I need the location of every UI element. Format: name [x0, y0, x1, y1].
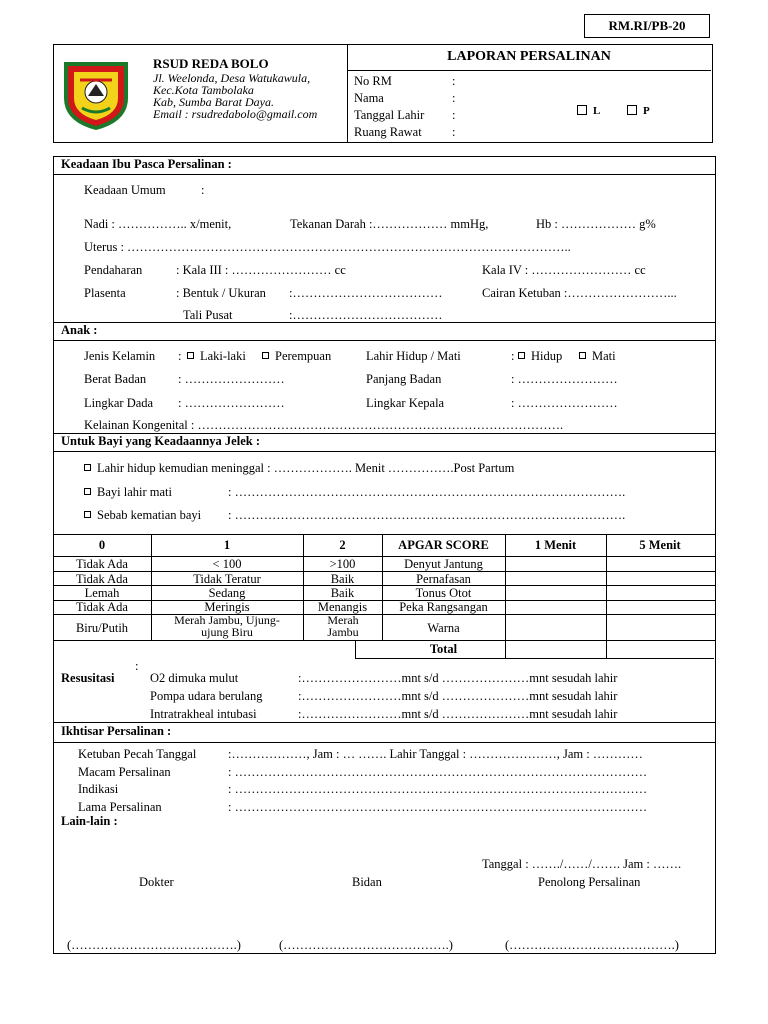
- field-sep[interactable]: :: [452, 91, 456, 105]
- resusitasi-label: Resusitasi: [61, 671, 115, 685]
- apgar-cell: Tidak Ada: [76, 600, 128, 614]
- kala4-field[interactable]: Kala IV : …………………… cc: [482, 263, 646, 277]
- mati-label: Mati: [592, 349, 616, 363]
- macam-persalinan-field[interactable]: : ………………………………………………………………………………………: [228, 765, 648, 779]
- penolong-signature-line[interactable]: (………………………………….): [505, 938, 679, 952]
- apgar-cell: < 100: [212, 557, 242, 571]
- sebab-kematian-field[interactable]: : ………………………………………………………………………………….: [228, 508, 626, 522]
- hospital-address-line: Jl. Weelonda, Desa Watukawula,: [153, 71, 311, 85]
- bentuk-field[interactable]: :………………………………: [289, 286, 443, 300]
- divider: [53, 742, 715, 743]
- lahir-hidup-meninggal-label: Lahir hidup kemudian meninggal : ………………. Menit …………….Post Partum: [97, 461, 515, 475]
- laki-label: Laki-laki: [200, 349, 246, 363]
- gender-l-checkbox[interactable]: [577, 105, 587, 115]
- jk-sep: :: [178, 349, 182, 363]
- panjang-badan-field[interactable]: : ……………………: [511, 372, 618, 386]
- apgar-cell: Tidak Teratur: [193, 572, 261, 586]
- lama-persalinan-field[interactable]: : ………………………………………………………………………………………: [228, 800, 648, 814]
- apgar-cell: Lemah: [84, 586, 120, 600]
- laki-option[interactable]: [187, 349, 246, 364]
- apgar-header: 1: [223, 538, 231, 552]
- hb-field[interactable]: Hb : ……………… g%: [536, 217, 656, 231]
- macam-persalinan-label: Macam Persalinan: [78, 765, 171, 779]
- resusitasi-field[interactable]: :……………………mnt s/d …………………mnt sesudah lahir: [298, 671, 618, 685]
- section-heading-ibu: Keadaan Ibu Pasca Persalinan :: [61, 157, 232, 171]
- title-divider: [347, 70, 711, 71]
- table-col: [355, 640, 356, 658]
- sebab-kematian-option[interactable]: [84, 508, 201, 523]
- apgar-cell: Warna: [427, 621, 460, 635]
- hospital-address-line: Kec.Kota Tambolaka: [153, 83, 254, 97]
- indikasi-field[interactable]: : ………………………………………………………………………………………: [228, 782, 648, 796]
- bayi-lahir-mati-label: Bayi lahir mati: [97, 485, 172, 499]
- divider: [53, 340, 715, 341]
- field-label-tanggal-lahir: Tanggal Lahir: [354, 108, 425, 122]
- plasenta-label: Plasenta: [84, 286, 126, 300]
- apgar-cell: Denyut Jantung: [404, 557, 483, 571]
- pendaharan-label: Pendaharan: [84, 263, 143, 277]
- field-sep[interactable]: :: [452, 108, 456, 122]
- lingkar-kepala-field[interactable]: : ……………………: [511, 396, 618, 410]
- lingkar-dada-field[interactable]: : ……………………: [178, 396, 285, 410]
- lahir-hidup-label: Lahir Hidup / Mati: [366, 349, 461, 363]
- apgar-cell: Menangis: [317, 600, 368, 614]
- sebab-kematian-label: Sebab kematian bayi: [97, 508, 202, 522]
- lingkar-dada-label: Lingkar Dada: [84, 396, 154, 410]
- resusitasi-sep: :: [135, 659, 139, 673]
- mati-option[interactable]: [579, 349, 616, 364]
- apgar-cell: Merah Jambu: [327, 613, 359, 639]
- mati-checkbox[interactable]: [579, 352, 586, 359]
- section-heading-bayi-jelek: Untuk Bayi yang Keadaannya Jelek :: [61, 434, 260, 448]
- apgar-score-5-menit[interactable]: [607, 557, 713, 657]
- lama-persalinan-label: Lama Persalinan: [78, 800, 162, 814]
- bayi-lahir-mati-option[interactable]: [84, 485, 172, 500]
- bayi-lahir-mati-field[interactable]: : ………………………………………………………………………………….: [228, 485, 626, 499]
- divider: [53, 451, 715, 452]
- hidup-option[interactable]: [518, 349, 562, 364]
- hospital-email: Email : rsudredabolo@gmail.com: [153, 107, 318, 121]
- hospital-name: RSUD REDA BOLO: [153, 56, 269, 71]
- resusitasi-field[interactable]: :……………………mnt s/d …………………mnt sesudah lahir: [298, 689, 618, 703]
- tali-pusat-label: Tali Pusat: [183, 308, 233, 322]
- hidup-label: Hidup: [531, 349, 563, 363]
- perempuan-checkbox[interactable]: [262, 352, 269, 359]
- apgar-header: 2: [339, 538, 346, 552]
- field-label-no-rm: No RM: [354, 74, 392, 88]
- apgar-cell: Biru/Putih: [75, 621, 129, 635]
- gender-l-option[interactable]: [577, 105, 600, 117]
- kelainan-kongenital-field[interactable]: Kelainan Kongenital : …………………………………………………………………………….: [84, 418, 564, 432]
- berat-badan-field[interactable]: : ……………………: [178, 372, 285, 386]
- apgar-cell: Meringis: [204, 600, 250, 614]
- bidan-signature-line[interactable]: (………………………………….): [279, 938, 453, 952]
- lahir-hidup-meninggal-option[interactable]: [84, 461, 514, 476]
- ketuban-label: Ketuban Pecah Tanggal: [78, 747, 197, 761]
- divider: [53, 722, 715, 723]
- apgar-cell: >100: [329, 557, 356, 571]
- ketuban-field[interactable]: :………………, Jam : … ……. Lahir Tanggal : …………………, Jam : …………: [228, 747, 643, 761]
- apgar-cell: Baik: [330, 586, 355, 600]
- tali-pusat-field[interactable]: :………………………………: [289, 308, 443, 322]
- lahir-hidup-meninggal-checkbox[interactable]: [84, 464, 91, 471]
- apgar-header: 1 Menit: [534, 538, 577, 552]
- hospital-logo: [60, 58, 132, 130]
- gender-p-option[interactable]: [627, 105, 650, 117]
- apgar-header: 5 Menit: [639, 538, 681, 552]
- bidan-label: Bidan: [352, 875, 382, 889]
- lain-lain-label: Lain-lain :: [61, 814, 118, 828]
- hospital-address-line: Kab, Sumba Barat Daya.: [153, 95, 274, 109]
- section-heading-ikhtisar: Ikhtisar Persalinan :: [61, 724, 172, 738]
- indikasi-label: Indikasi: [78, 782, 119, 796]
- uterus-field[interactable]: Uterus : ……………………………………………………………………………………………..: [84, 240, 571, 254]
- field-sep[interactable]: :: [452, 125, 456, 139]
- form-title: LAPORAN PERSALINAN: [447, 49, 611, 64]
- keadaan-umum-label: Keadaan Umum: [84, 183, 166, 197]
- perempuan-label: Perempuan: [275, 349, 332, 363]
- field-label-nama: Nama: [354, 91, 384, 105]
- lh-sep: :: [511, 349, 515, 363]
- apgar-cell: Baik: [330, 572, 355, 586]
- penolong-label: Penolong Persalinan: [538, 875, 641, 889]
- apgar-cell: Tidak Ada: [76, 557, 128, 571]
- laki-checkbox[interactable]: [187, 352, 194, 359]
- resusitasi-item: O2 dimuka mulut: [150, 671, 239, 685]
- cairan-ketuban-field[interactable]: Cairan Ketuban :……………………...: [482, 286, 677, 300]
- apgar-cell: Tidak Ada: [76, 572, 128, 586]
- bentuk-label: : Bentuk / Ukuran: [176, 286, 266, 300]
- tanggal-jam-field[interactable]: Tanggal : ……./……/……. Jam : …….: [482, 857, 682, 871]
- nadi-field[interactable]: Nadi : …………….. x/menit,: [84, 217, 232, 231]
- perempuan-option[interactable]: [262, 349, 331, 364]
- apgar-cell: Pernafasan: [416, 572, 471, 586]
- apgar-header: 0: [98, 538, 106, 552]
- divider: [53, 174, 715, 175]
- gender-l-label: L: [593, 105, 601, 117]
- field-label-ruang-rawat: Ruang Rawat: [354, 125, 422, 139]
- dokter-label: Dokter: [139, 875, 174, 889]
- apgar-total-label: Total: [429, 642, 458, 656]
- resusitasi-item: Intratrakheal intubasi: [150, 707, 257, 721]
- field-sep[interactable]: :: [452, 74, 456, 88]
- panjang-badan-label: Panjang Badan: [366, 372, 442, 386]
- resusitasi-field[interactable]: :……………………mnt s/d …………………mnt sesudah lahir: [298, 707, 618, 721]
- divider: [53, 322, 715, 323]
- document-code: RM.RI/PB-20: [608, 18, 686, 33]
- sebab-kematian-checkbox[interactable]: [84, 511, 91, 518]
- hidup-checkbox[interactable]: [518, 352, 525, 359]
- bayi-lahir-mati-checkbox[interactable]: [84, 488, 91, 495]
- dokter-signature-line[interactable]: (………………………………….): [67, 938, 241, 952]
- lingkar-kepala-label: Lingkar Kepala: [366, 396, 445, 410]
- apgar-header: APGAR SCORE: [398, 538, 489, 552]
- table-line: [355, 658, 714, 659]
- apgar-cell: Peka Rangsangan: [399, 600, 488, 614]
- gender-p-checkbox[interactable]: [627, 105, 637, 115]
- apgar-cell: Merah Jambu, Ujung-ujung Biru: [174, 613, 280, 639]
- apgar-cell: Sedang: [208, 586, 246, 600]
- apgar-cell: Tonus Otot: [415, 586, 472, 600]
- resusitasi-item: Pompa udara berulang: [150, 689, 263, 703]
- tekanan-darah-field[interactable]: Tekanan Darah :……………… mmHg,: [290, 217, 489, 231]
- berat-badan-label: Berat Badan: [84, 372, 147, 386]
- table-line: [53, 534, 715, 535]
- kala3-field[interactable]: : Kala III : …………………… cc: [176, 263, 346, 277]
- apgar-score-1-menit[interactable]: [506, 557, 605, 657]
- section-heading-anak: Anak :: [61, 323, 98, 337]
- keadaan-umum-sep[interactable]: :: [201, 183, 205, 197]
- jenis-kelamin-label: Jenis Kelamin: [84, 349, 156, 363]
- gender-p-label: P: [643, 105, 650, 117]
